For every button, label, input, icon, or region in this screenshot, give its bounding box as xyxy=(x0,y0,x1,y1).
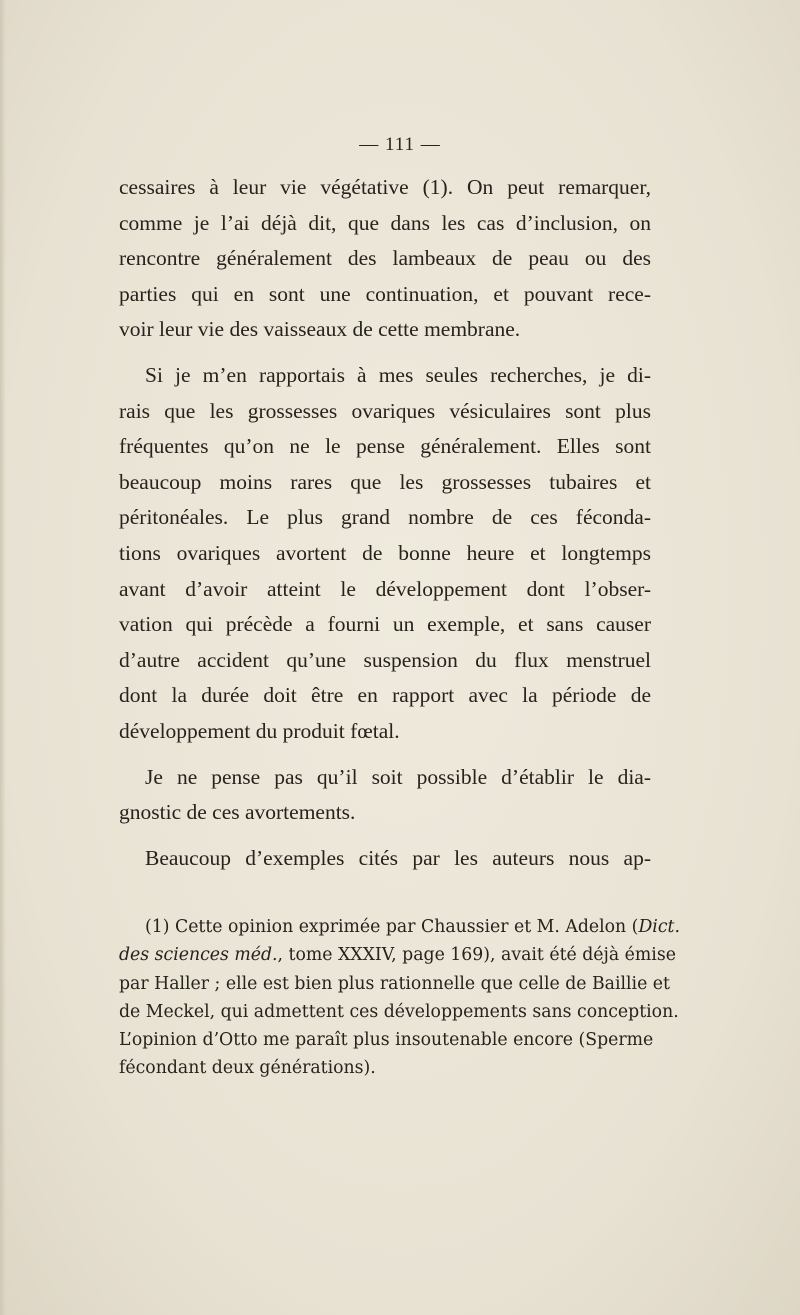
text-line: fréquentes qu’on ne le pense généralement. Elles sont xyxy=(119,434,651,459)
text-line: avant d’avoir atteint le développement dont l’obser- xyxy=(119,576,651,601)
footnote-line: par Haller ; elle est bien plus rationnelle que celle de Baillie et xyxy=(119,973,670,994)
page-number: — 111 — xyxy=(359,134,441,155)
footnote-line: des sciences méd., tome XXXIV, page 169), avait été déjà émise xyxy=(119,945,676,966)
text-line: voir leur vie des vaisseaux de cette membrane. xyxy=(119,317,521,342)
footnote-line: de Meckel, qui admettent ces développements sans conception. xyxy=(119,1001,679,1022)
footnote xyxy=(119,913,680,1083)
text-line: rencontre généralement des lambeaux de peau ou des xyxy=(119,246,651,271)
text-line: vation qui précède a fourni un exemple, et sans causer xyxy=(119,612,651,637)
footnote-line: fécondant deux générations). xyxy=(119,1058,376,1079)
text-line: Si je m’en rapportais à mes seules recherches, je di- xyxy=(145,362,651,387)
text-line: cessaires à leur vie végétative (1). On peut remarquer, xyxy=(119,175,651,199)
paragraph-4 xyxy=(119,841,651,877)
main-text xyxy=(119,170,651,876)
text-line: parties qui en sont une continuation, et pouvant rece- xyxy=(119,281,651,306)
paragraph-2 xyxy=(119,358,651,750)
footnote-line: L’opinion d’Otto me paraît plus insoutenable encore (Sperme xyxy=(119,1030,654,1051)
paragraph-1 xyxy=(119,170,651,348)
text-line: Je ne pense pas qu’il soit possible d’établir le dia- xyxy=(145,764,651,789)
text-line: tions ovariques avortent de bonne heure et longtemps xyxy=(119,540,651,565)
text-line: beaucoup moins rares que les grossesses tubaires et xyxy=(119,469,651,494)
paragraph-3 xyxy=(119,760,651,831)
text-line: comme je l’ai déjà dit, que dans les cas d’inclusion, on xyxy=(119,210,651,235)
text-line: Beaucoup d’exemples cités par les auteurs nous ap- xyxy=(145,845,651,870)
text-line: rais que les grossesses ovariques vésiculaires sont plus xyxy=(119,398,651,423)
text-line: développement du produit fœtal. xyxy=(119,718,400,743)
text-line: gnostic de ces avortements. xyxy=(119,800,356,825)
page-edge-shadow xyxy=(0,0,6,1315)
text-line: d’autre accident qu’une suspension du flux menstruel xyxy=(119,647,651,672)
footnote-line: (1) Cette opinion exprimée par Chaussier et M. Adelon (Dict. xyxy=(145,917,680,937)
text-line: péritonéales. Le plus grand nombre de ces féconda- xyxy=(119,505,651,530)
text-line: dont la durée doit être en rapport avec la période de xyxy=(119,683,651,708)
